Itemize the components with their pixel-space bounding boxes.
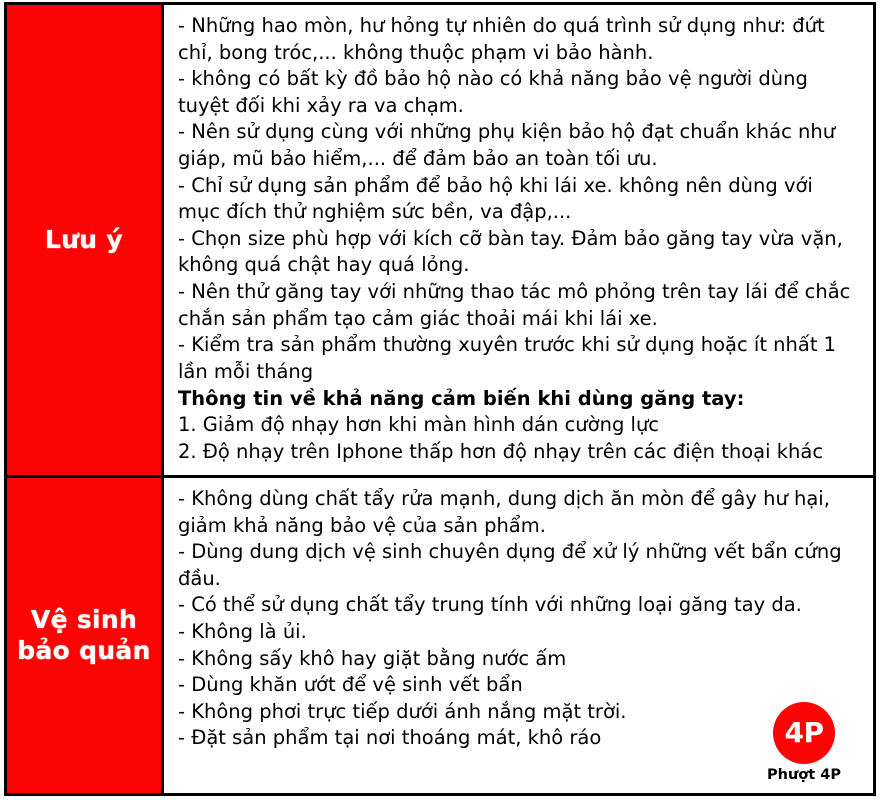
brand-badge <box>749 702 859 783</box>
content-line: - Nên sử dụng cùng với những phụ kiện bảo hộ đạt chuẩn khác như giáp, mũ bảo hiểm,... để đảm bảo an toàn tối ưu. <box>178 120 836 171</box>
info-table <box>4 2 876 796</box>
content-line: - Chỉ sử dụng sản phẩm để bảo hộ khi lái xe. không nên dùng với mục đích thử nghiệm sức bền, va đập,... <box>178 173 813 224</box>
row-content-cell-cleaning <box>164 478 873 793</box>
row-label-cell-notes <box>7 5 164 475</box>
content-line: - Không phơi trực tiếp dưới ánh nắng mặt trời. <box>178 699 627 723</box>
content-line: - Những hao mòn, hư hỏng tự nhiên do quá trình sử dụng như: đứt chỉ, bong tróc,... không thuộc phạm vi bảo hành. <box>178 14 825 64</box>
content-line: - Không sấy khô hay giặt bằng nước ấm <box>178 646 567 670</box>
content-line: - Có thể sử dụng chất tẩy trung tính với những loại găng tay da. <box>178 593 802 617</box>
content-line: - Chọn size phù hợp với kích cỡ bàn tay. Đảm bảo găng tay vừa vặn, không quá chật hay quá lỏng. <box>178 226 843 277</box>
content-line-heading: Thông tin về khả năng cảm biến khi dùng găng tay: <box>178 386 745 410</box>
content-line: 2. Độ nhạy trên Iphone thấp hơn độ nhạy trên các điện thoại khác <box>178 439 824 463</box>
content-line: - Dùng khăn ướt để vệ sinh vết bẩn <box>178 673 523 697</box>
content-line: - Đặt sản phẩm tại nơi thoáng mát, khô ráo <box>178 726 602 750</box>
content-line: - Không dùng chất tẩy rửa mạnh, dung dịch ăn mòn để gây hư hại, giảm khả năng bảo vệ của sản phẩm. <box>178 487 830 537</box>
content-line: - Không là ủi. <box>178 620 307 644</box>
content-line: 1. Giảm độ nhạy hơn khi màn hình dán cường lực <box>178 413 660 437</box>
content-line: - không có bất kỳ đồ bảo hộ nào có khả năng bảo vệ người dùng tuyệt đối khi xảy ra va chạm. <box>178 67 808 117</box>
content-line: - Kiểm tra sản phẩm thường xuyên trước khi sử dụng hoặc ít nhất 1 lần mỗi tháng <box>178 333 837 383</box>
row-label-text: Vệ sinh bảo quản <box>17 605 151 665</box>
row-content-cell-notes <box>164 5 873 475</box>
row-label-text: Lưu ý <box>44 224 124 254</box>
row-label-cell-cleaning <box>7 478 164 793</box>
brand-mark-icon: 4P <box>773 702 835 764</box>
table-row <box>7 478 873 793</box>
table-row <box>7 5 873 478</box>
content-line: - Nên thử găng tay với những thao tác mô phỏng trên tay lái để chắc chắn sản phẩm tạo cảm giác thoải mái khi lái xe. <box>178 280 851 330</box>
brand-caption: Phượt 4P <box>767 767 841 783</box>
content-line: - Dùng dung dịch vệ sinh chuyên dụng để xử lý những vết bẩn cứng đầu. <box>178 540 842 590</box>
